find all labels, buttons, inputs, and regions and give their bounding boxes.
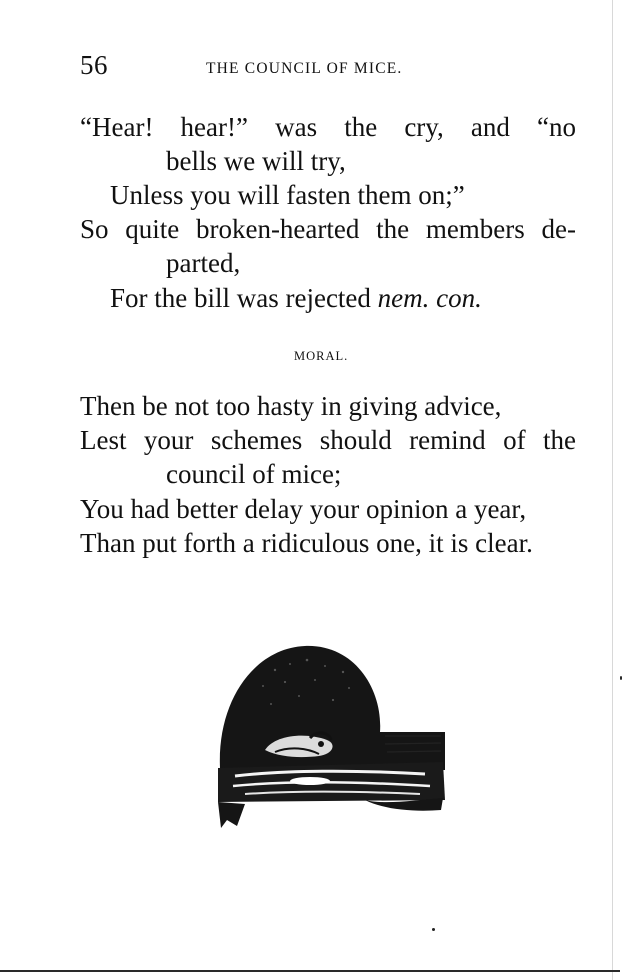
verse-italic-phrase: nem. con. xyxy=(377,283,482,313)
moral-line: Than put forth a ridiculous one, it is clear. xyxy=(80,528,533,558)
verse-line-continuation: bells we will try, xyxy=(166,146,346,176)
page-edge xyxy=(612,0,613,980)
moral-heading: MORAL. xyxy=(294,349,349,363)
page-number: 56 xyxy=(80,50,108,80)
verse-line: So quite broken-hearted the members de- xyxy=(80,214,576,244)
print-speck xyxy=(620,676,622,680)
verse-line: Unless you will fasten them on;” xyxy=(110,180,465,210)
running-title: THE COUNCIL OF MICE. xyxy=(206,60,403,77)
verse-line: “Hear! hear!” was the cry, and “no xyxy=(80,112,576,142)
verse-text: For the bill was rejected xyxy=(110,283,378,313)
moral-line: You had better delay your opinion a year, xyxy=(80,494,527,524)
page-bottom-edge xyxy=(0,970,620,972)
moral-line: Then be not too hasty in giving advice, xyxy=(80,391,502,421)
print-speck xyxy=(432,928,435,931)
verse-line-continuation: parted, xyxy=(166,248,241,278)
woodcut-vignette-illustration xyxy=(215,640,445,830)
verse-line xyxy=(110,285,482,312)
moral-line: Lest your schemes should remind of the xyxy=(80,425,576,455)
moral-line-continuation: council of mice; xyxy=(166,459,342,489)
